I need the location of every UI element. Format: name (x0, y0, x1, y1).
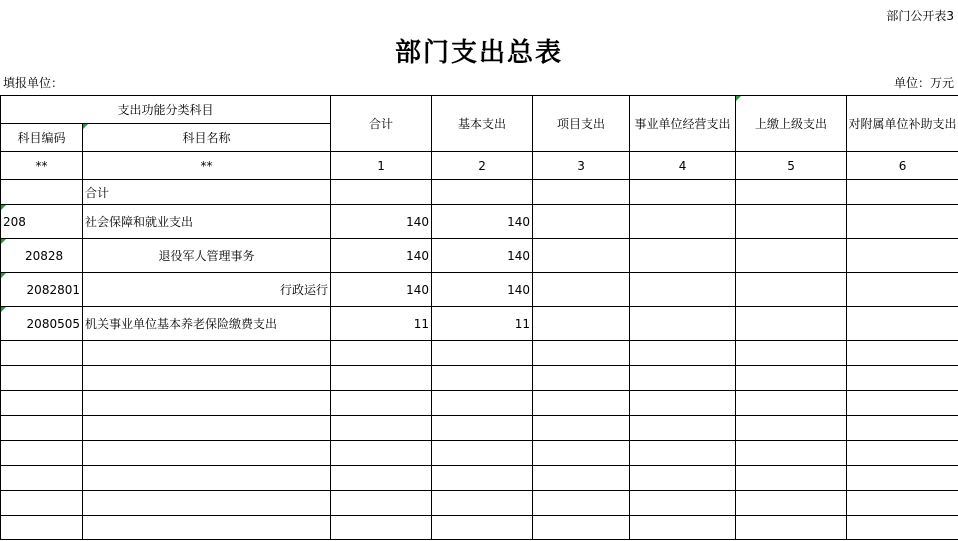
row-name: 社会保障和就业支出 (83, 205, 331, 239)
row-total: 11 (331, 307, 432, 341)
index-cell: 2 (432, 152, 533, 180)
table-row (1, 205, 958, 239)
row-code: 2080505 (1, 307, 83, 341)
row-code: 20828 (1, 239, 83, 273)
total-row (1, 180, 958, 205)
table-row (1, 273, 958, 307)
currency-unit-label: 单位：万元 (893, 76, 954, 90)
index-cell: 4 (630, 152, 736, 180)
empty-row (1, 466, 958, 491)
table-row (1, 307, 958, 341)
row-name: 机关事业单位基本养老保险缴费支出 (83, 307, 331, 341)
header-code: 科目编码 (1, 124, 83, 152)
table-row (1, 239, 958, 273)
empty-row (1, 516, 958, 540)
table-number-label: 部门公开表3 (886, 9, 954, 23)
empty-row (1, 491, 958, 516)
row-basic: 11 (432, 307, 533, 341)
index-cell: 5 (736, 152, 847, 180)
empty-row (1, 441, 958, 466)
total-label: 合计 (83, 180, 331, 205)
row-total: 140 (331, 205, 432, 239)
header-superior: 上缴上级支出 (736, 96, 847, 152)
empty-row (1, 416, 958, 441)
empty-row (1, 341, 958, 366)
index-row (1, 152, 958, 180)
index-cell: ** (1, 152, 83, 180)
page-title: 部门支出总表 (394, 38, 563, 68)
index-cell: 6 (847, 152, 958, 180)
header-basic: 基本支出 (432, 96, 533, 152)
header-total: 合计 (331, 96, 432, 152)
row-basic: 140 (432, 273, 533, 307)
empty-row (1, 391, 958, 416)
header-project: 项目支出 (533, 96, 630, 152)
filling-unit-label: 填报单位： (3, 76, 64, 90)
header-func-group: 支出功能分类科目 (1, 96, 331, 124)
row-name: 退役军人管理事务 (83, 239, 331, 273)
empty-row (1, 366, 958, 391)
row-code: 208 (1, 205, 83, 239)
index-cell: 3 (533, 152, 630, 180)
row-basic: 140 (432, 239, 533, 273)
row-code: 2082801 (1, 273, 83, 307)
header-row (1, 96, 958, 124)
header-subsidy: 对附属单位补助支出 (847, 96, 958, 152)
index-cell: ** (83, 152, 331, 180)
expenditure-table (0, 95, 958, 540)
row-total: 140 (331, 273, 432, 307)
row-name: 行政运行 (83, 273, 331, 307)
row-total: 140 (331, 239, 432, 273)
index-cell: 1 (331, 152, 432, 180)
row-basic: 140 (432, 205, 533, 239)
header-business: 事业单位经营支出 (630, 96, 736, 152)
header-name: 科目名称 (83, 124, 331, 152)
